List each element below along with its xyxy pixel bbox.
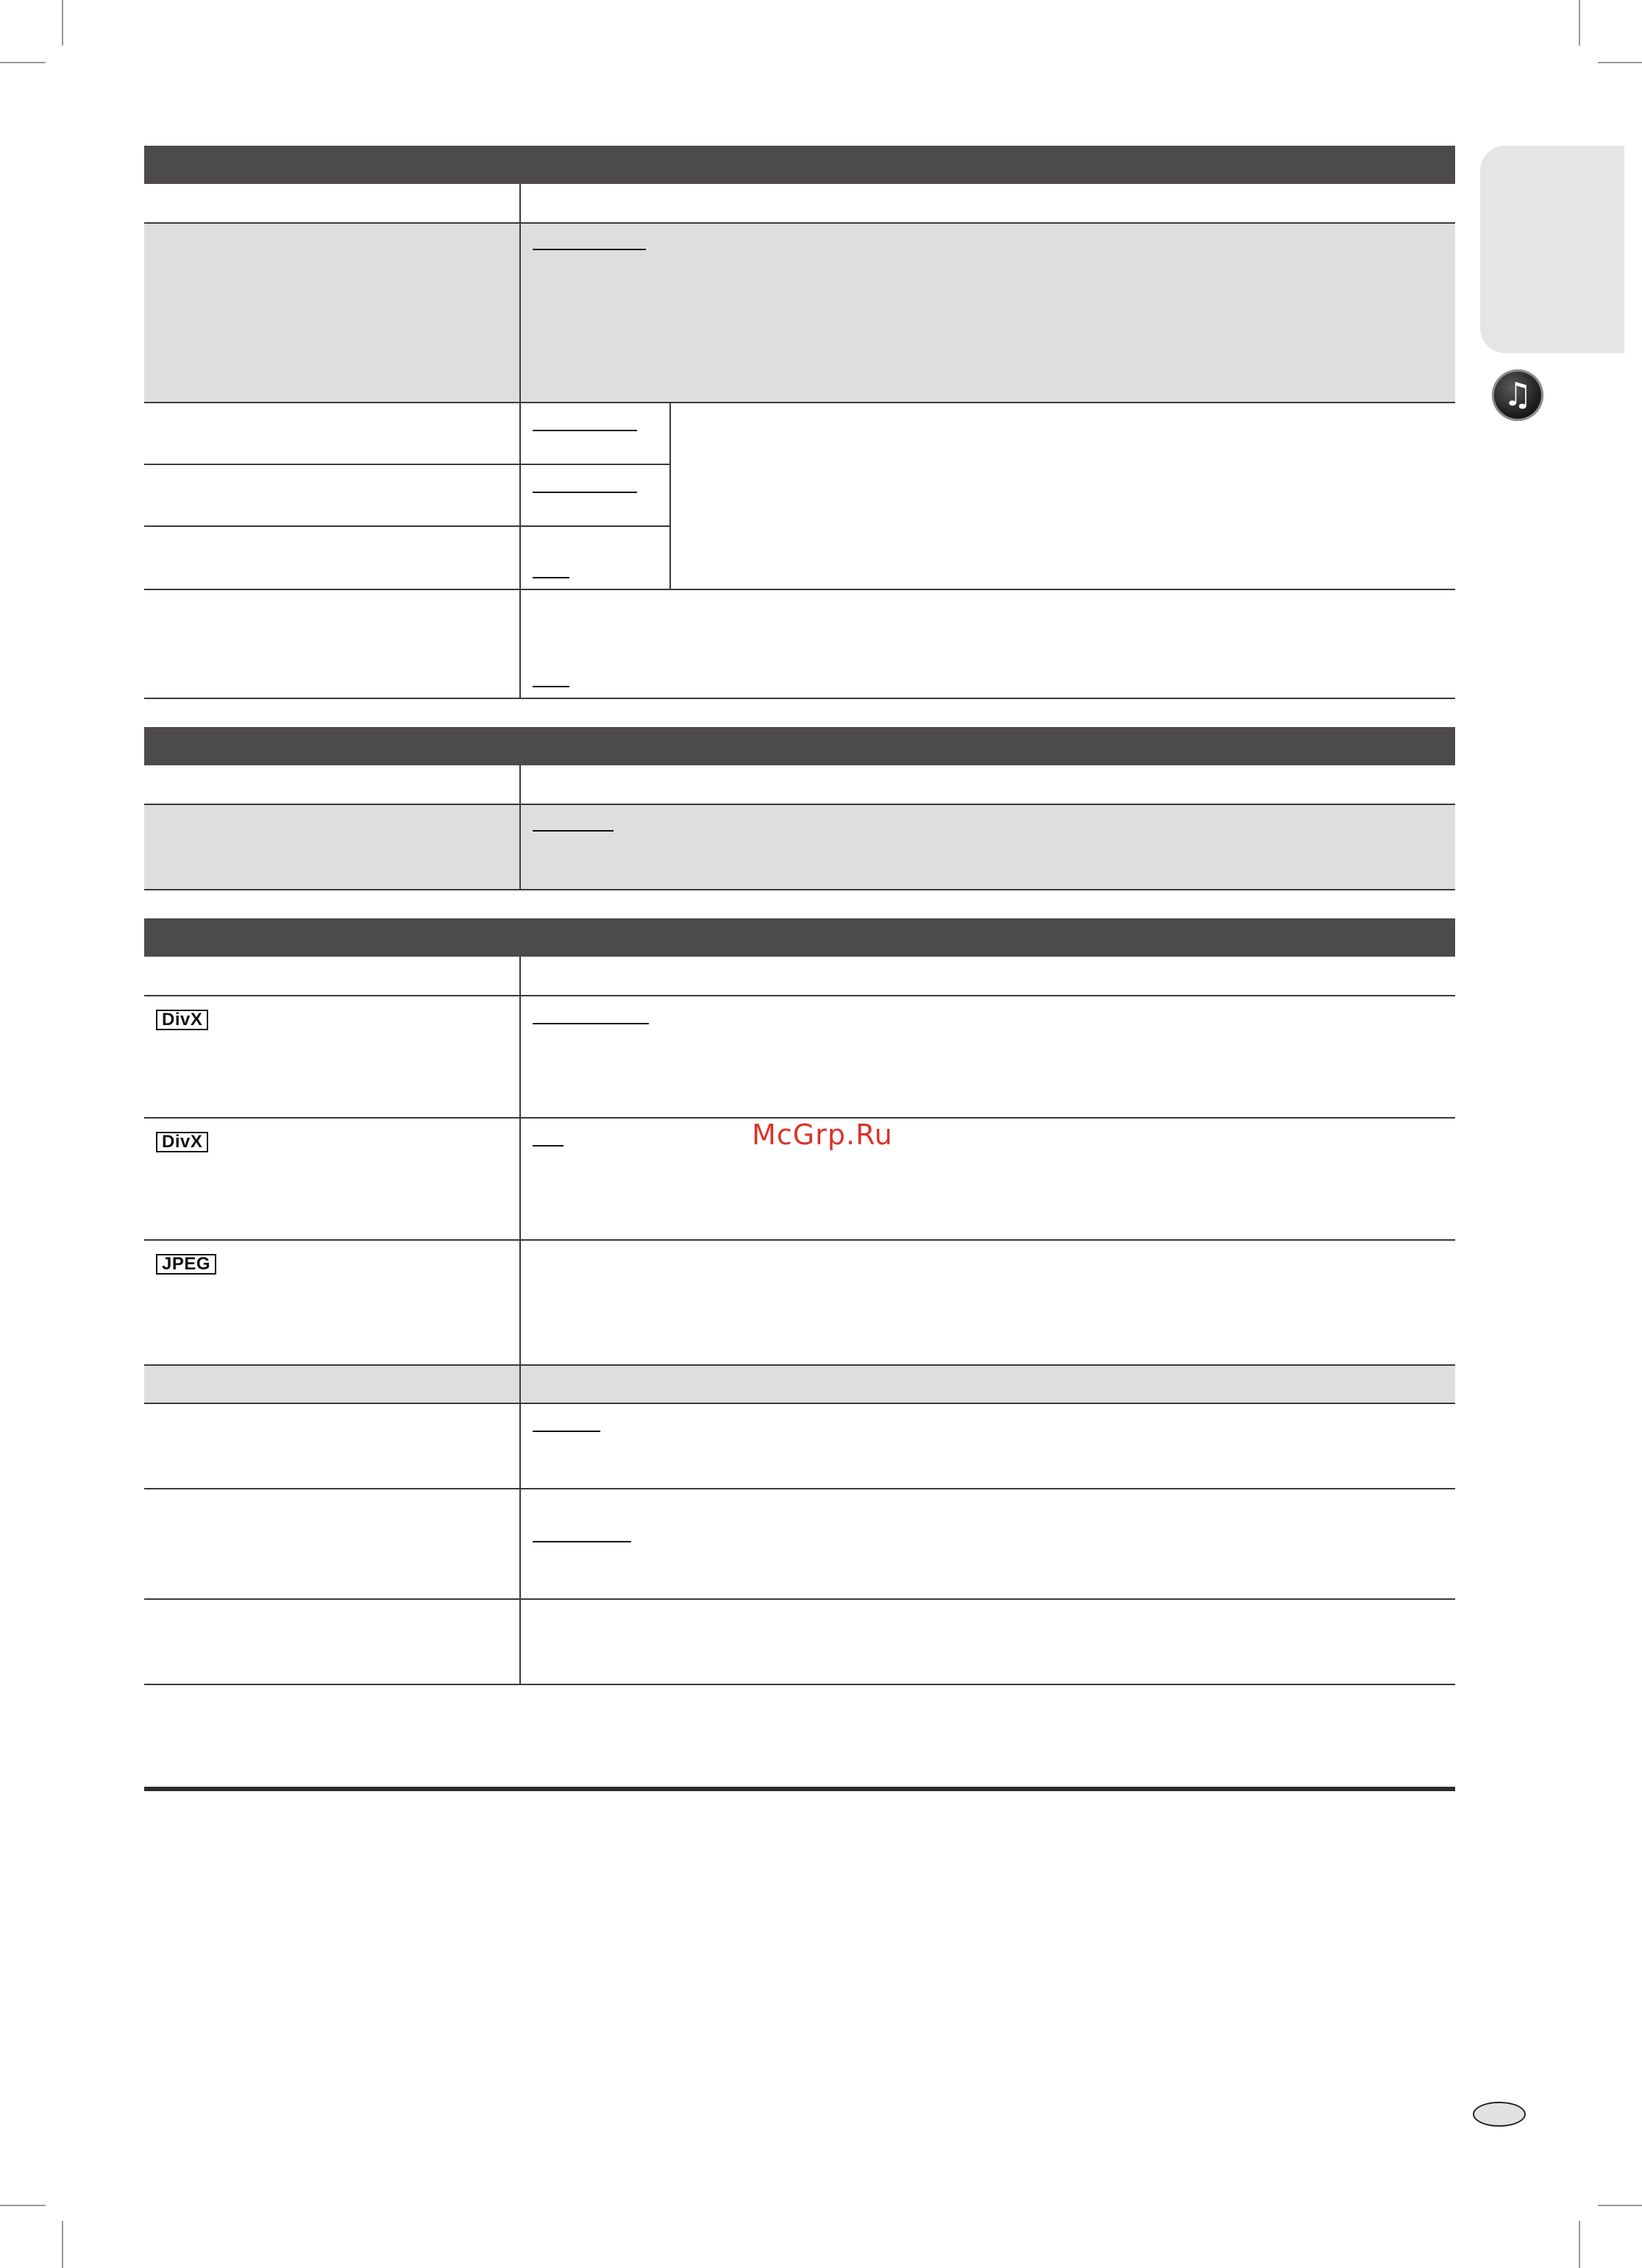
section-header-bar	[144, 727, 1455, 765]
page-number-oval	[1473, 2102, 1526, 2127]
option-underline	[533, 492, 637, 493]
option-underline	[533, 249, 646, 250]
option-underline	[533, 577, 569, 578]
watermark-text: McGrp.Ru	[752, 1119, 893, 1151]
crop-mark	[62, 0, 63, 46]
settings-table-3	[144, 918, 1455, 1687]
option-underline	[533, 1541, 631, 1542]
row-divider	[144, 402, 1455, 403]
crop-mark	[62, 2221, 63, 2268]
chapter-side-tab	[1480, 146, 1624, 353]
music-note-icon: ♫	[1492, 369, 1543, 421]
row-divider	[144, 589, 1455, 590]
row-divider	[144, 995, 1455, 996]
crop-mark	[0, 62, 46, 63]
row-divider	[144, 804, 1455, 805]
option-underline	[533, 1023, 649, 1024]
crop-mark	[1579, 0, 1580, 46]
section-header-bar	[144, 146, 1455, 184]
option-underline	[533, 430, 637, 431]
row-divider	[144, 1488, 1455, 1489]
settings-table-2	[144, 727, 1455, 892]
row-divider	[144, 222, 1455, 224]
highlighted-row	[144, 804, 1455, 889]
option-underline	[533, 686, 569, 687]
divx-badge: DivX	[156, 1010, 208, 1030]
option-underline	[533, 1431, 600, 1432]
row-divider	[144, 1598, 1455, 1600]
jpeg-badge: JPEG	[156, 1254, 216, 1275]
row-divider	[144, 1403, 1455, 1404]
crop-mark	[1579, 2221, 1580, 2268]
crop-mark	[1598, 62, 1642, 63]
row-divider	[144, 1239, 1455, 1241]
option-underline	[533, 830, 614, 832]
divx-badge: DivX	[156, 1132, 208, 1152]
settings-table-1	[144, 146, 1455, 699]
row-divider	[144, 464, 671, 465]
highlighted-row	[144, 222, 1455, 402]
row-divider	[144, 1684, 1455, 1685]
crop-mark	[0, 2205, 46, 2206]
crop-mark	[1598, 2205, 1642, 2206]
row-divider	[144, 698, 1455, 699]
row-divider	[144, 1364, 1455, 1366]
row-divider	[144, 889, 1455, 890]
section-header-bar	[144, 918, 1455, 957]
option-underline	[533, 1145, 564, 1147]
column-divider	[519, 184, 521, 699]
column-divider	[519, 957, 521, 1685]
bottom-rule	[144, 1787, 1455, 1791]
highlighted-row	[144, 1364, 1455, 1403]
row-divider	[144, 525, 671, 527]
column-divider	[519, 765, 521, 890]
column-divider	[669, 402, 671, 589]
